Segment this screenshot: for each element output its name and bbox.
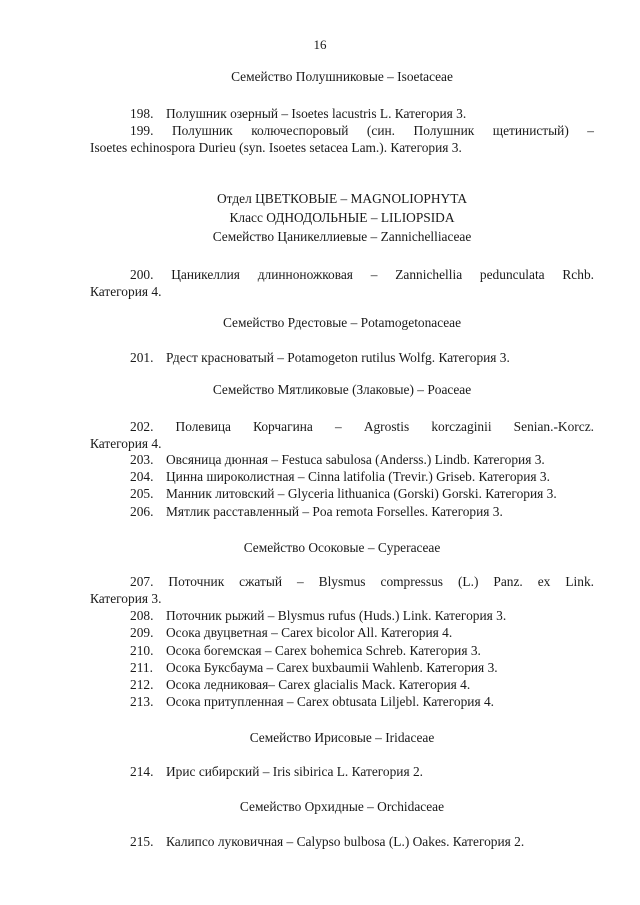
class-heading: Класс ОДНОДОЛЬНЫЕ – LILIOPSIDA (229, 210, 455, 225)
entry-201 (130, 350, 510, 366)
section-heading-cyperaceae: Семейство Осоковые – Cyperaceae (243, 540, 441, 555)
entry-number: 213. (130, 694, 154, 709)
entry-number: 206. (130, 504, 154, 519)
entry-number: 204. (130, 469, 154, 484)
entry-200-line1: 200. Цаникеллия длинноножковая – Zannichellia pedunculata Rchb. (130, 267, 594, 282)
entry-number: 205. (130, 486, 154, 501)
entry-number: 215. (130, 834, 154, 849)
entry-209 (130, 625, 452, 641)
page-number: 16 (313, 37, 327, 52)
section-heading-potamogetonaceae: Семейство Рдестовые – Potamogetonaceae (222, 315, 462, 330)
entry-number: 199. (130, 123, 154, 138)
entry-number: 198. (130, 106, 154, 121)
entry-211 (130, 660, 498, 676)
entry-text: Калипсо луковичная – Calypso bulbosa (L.) Oakes. Категория 2. (166, 834, 525, 849)
entry-number: 208. (130, 608, 154, 623)
entry-number: 209. (130, 625, 154, 640)
entry-text: Цинна широколистная – Cinna latifolia (Trevir.) Griseb. Категория 3. (166, 469, 550, 484)
section-heading-iridaceae: Семейство Ирисовые – Iridaceae (249, 730, 435, 745)
entry-text: Поточник рыжий – Blysmus rufus (Huds.) Link. Категория 3. (166, 608, 507, 623)
entry-number: 214. (130, 764, 154, 779)
section-heading-poaceae: Семейство Мятликовые (Злаковые) – Poaceae (212, 382, 472, 397)
entry-198 (130, 106, 466, 122)
entry-203 (130, 452, 545, 468)
entry-205 (130, 486, 557, 502)
entry-213 (130, 694, 494, 710)
entry-212 (130, 677, 470, 693)
entry-text: Осока притупленная – Carex obtusata Liljebl. Категория 4. (166, 694, 495, 709)
entry-text: Ирис сибирский – Iris sibirica L. Категория 2. (166, 764, 424, 779)
entry-214 (130, 764, 423, 780)
entry-text: Мятлик расставленный – Poa remota Forselles. Категория 3. (166, 504, 503, 519)
entry-200-line2: Категория 4. (90, 284, 162, 299)
entry-206 (130, 504, 503, 520)
entry-text: Манник литовский – Glyceria lithuanica (Gorski) Gorski. Категория 3. (166, 486, 557, 501)
entry-number: 203. (130, 452, 154, 467)
entry-199-line2: Isoetes echinospora Durieu (syn. Isoetes setacea Lam.). Категория 3. (90, 140, 462, 155)
division-heading: Отдел ЦВЕТКОВЫЕ – MAGNOLIOPHYTA (216, 191, 467, 206)
entry-text: Осока богемская – Carex bohemica Schreb. Категория 3. (166, 643, 481, 658)
entry-text: Осока Буксбаума – Carex buxbaumii Wahlenb. Категория 3. (166, 660, 498, 675)
section-heading-orchidaceae: Семейство Орхидные – Orchidaceae (239, 799, 445, 814)
entry-207-line1: 207. Поточник сжатый – Blysmus compressus (L.) Panz. ex Link. (130, 574, 594, 589)
entry-207-line2: Категория 3. (90, 591, 162, 606)
entry-215 (130, 834, 524, 850)
entry-202-line1: 202. Полевица Корчагина – Agrostis korczaginii Senian.-Korcz. (130, 419, 594, 434)
entry-number: 210. (130, 643, 154, 658)
entry-text: Осока двуцветная – Carex bicolor All. Категория 4. (166, 625, 453, 640)
section-heading-zannichelliaceae: Семейство Цаникеллиевые – Zannichelliaceae (212, 229, 472, 244)
entry-text: Полушник озерный – Isoetes lacustris L. Категория 3. (166, 106, 467, 121)
entry-number: 201. (130, 350, 154, 365)
entry-202-line2: Категория 4. (90, 436, 162, 451)
entry-text: Полушник колючеспоровый (син. Полушник щетинистый) – (171, 123, 594, 138)
section-heading-isoetaceae: Семейство Полушниковые – Isoetaceae (231, 69, 453, 84)
entry-208 (130, 608, 506, 624)
entry-text: Овсяница дюнная – Festuca sabulosa (Anderss.) Lindb. Категория 3. (166, 452, 545, 467)
entry-text: Рдест красноватый – Potamogeton rutilus Wolfg. Категория 3. (166, 350, 510, 365)
entry-210 (130, 643, 481, 659)
entry-text: Осока ледниковая– Carex glacialis Mack. Категория 4. (166, 677, 471, 692)
entry-number: 212. (130, 677, 154, 692)
entry-204 (130, 469, 550, 485)
entry-number: 211. (130, 660, 153, 675)
entry-199-line1 (90, 123, 594, 139)
